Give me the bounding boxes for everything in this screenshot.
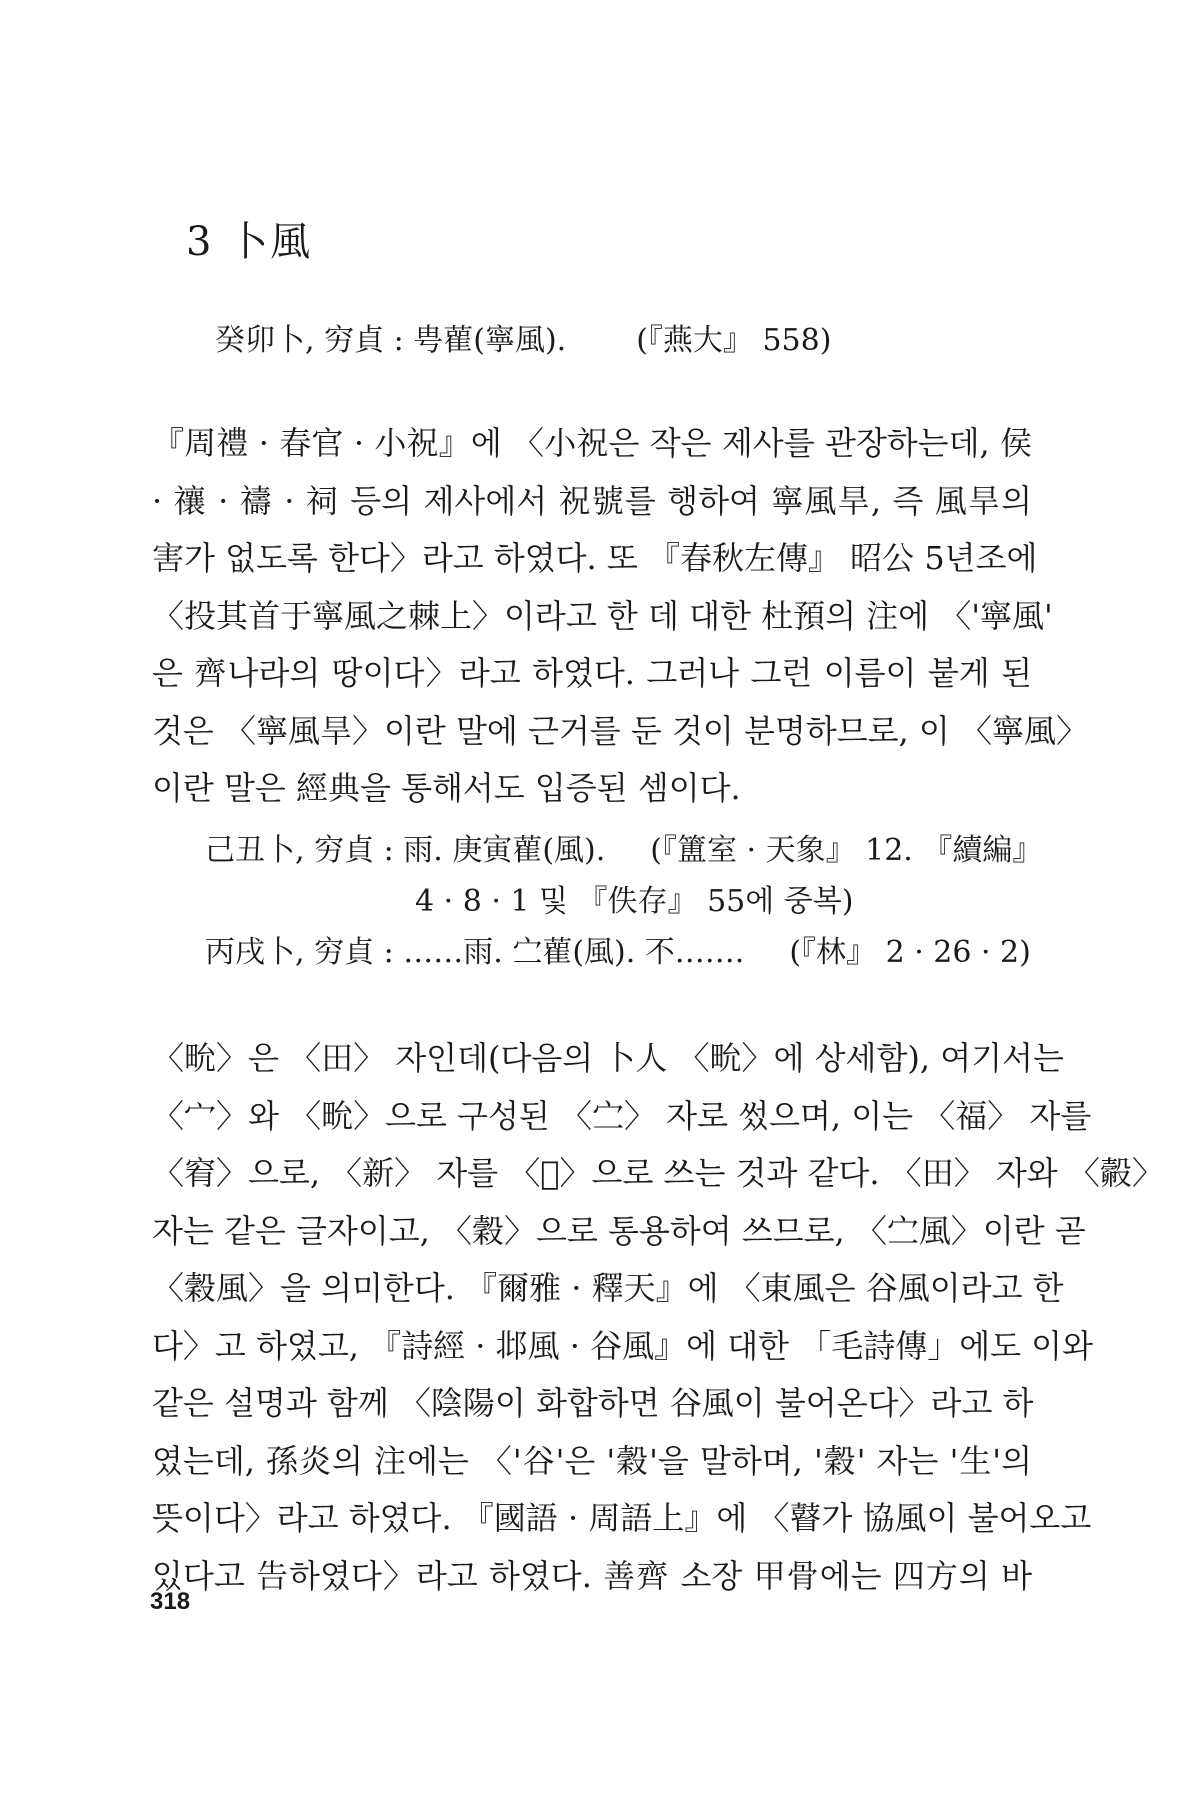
citation-row-3 [205, 927, 1042, 978]
text-line: 〈㽙〉은 〈田〉 자인데(다음의 卜人 〈㽙〉에 상세함), 여기서는 [152, 1039, 1064, 1077]
text-line: 다〉고 하였고, 『詩經 · 邶風 · 谷風』에 대한 「毛詩傳」에도 이와 [152, 1326, 1094, 1365]
inscription-source: (『燕大』 558) [636, 323, 832, 358]
citation-row-1 [205, 825, 1042, 876]
inscription-text: 癸卯卜, 穷貞 : 甹雚(寧風). [215, 323, 567, 358]
text-line: 〈宀〉와 〈㽙〉으로 구성된 〈㝉〉 자로 썼으며, 이는 〈福〉 자를 [152, 1096, 1092, 1135]
text-line: · 禳 · 禱 · 祠 등의 제사에서 祝號를 행하여 寧風旱, 즉 風旱의 [152, 481, 1032, 520]
paragraph-2 [152, 1030, 1164, 1605]
text-line: 였는데, 孫炎의 注에는 〈'谷'은 '穀'을 말하며, '穀' 자는 '生'의 [152, 1441, 1032, 1480]
text-line: 〈䆜〉으로, 〈新〉 자를 〈𣂐〉으로 쓰는 것과 같다. 〈田〉 자와 〈㲉〉 [152, 1154, 1164, 1192]
text-line: 은 齊나라의 땅이다〉라고 하였다. 그러나 그런 이름이 붙게 된 [152, 654, 1032, 692]
section-title: 3 卜風 [186, 219, 313, 265]
text-line: 같은 설명과 함께 〈陰陽이 화합하면 谷風이 불어온다〉라고 하 [152, 1384, 1034, 1422]
text-line: 자는 같은 글자이고, 〈穀〉으로 통용하여 쓰므로, 〈㝉風〉이란 곧 [152, 1211, 1086, 1250]
citation-source: (『林』 2 · 26 · 2) [789, 935, 1031, 970]
text-line: 〈穀風〉을 의미한다. 『爾雅 · 釋天』에 〈東風은 谷風이라고 한 [152, 1269, 1064, 1307]
citation-text: 丙戌卜, 穷貞 : ……雨. 㝉雚(風). 不……. [205, 935, 745, 970]
text-line: 것은 〈寧風旱〉이란 말에 근거를 둔 것이 분명하므로, 이 〈寧風〉 [152, 711, 1088, 750]
inscription-line [215, 315, 831, 359]
citation-text: 己丑卜, 穷貞 : 雨. 庚寅雚(風). [205, 833, 606, 868]
citation-source: (『簠室 · 天象』 12. 『續編』 [650, 833, 1043, 868]
text-line: 害가 없도록 한다〉라고 하였다. 또 『春秋左傳』 昭公 5년조에 [152, 539, 1038, 577]
citation-block [205, 825, 1042, 978]
text-line: 뜻이다〉라고 하였다. 『國語 · 周語上』에 〈瞽가 協風이 불어오고 [152, 1499, 1092, 1537]
paragraph-1 [152, 415, 1088, 818]
text-line: 〈投其首于寧風之棘上〉이라고 한 데 대한 杜預의 注에 〈'寧風' [152, 596, 1053, 635]
text-line: 『周禮 · 春官 · 小祝』에 〈小祝은 작은 제사를 관장하는데, 侯 [152, 424, 1032, 462]
page-number: 318 [150, 1588, 191, 1615]
citation-row-2: 4 · 8 · 1 및 『佚存』 55에 중복) [415, 884, 854, 919]
text-line: 있다고 告하였다〉라고 하였다. 善齊 소장 甲骨에는 四方의 바 [152, 1556, 1032, 1595]
text-line: 이란 말은 經典을 통해서도 입증된 셈이다. [152, 769, 741, 807]
